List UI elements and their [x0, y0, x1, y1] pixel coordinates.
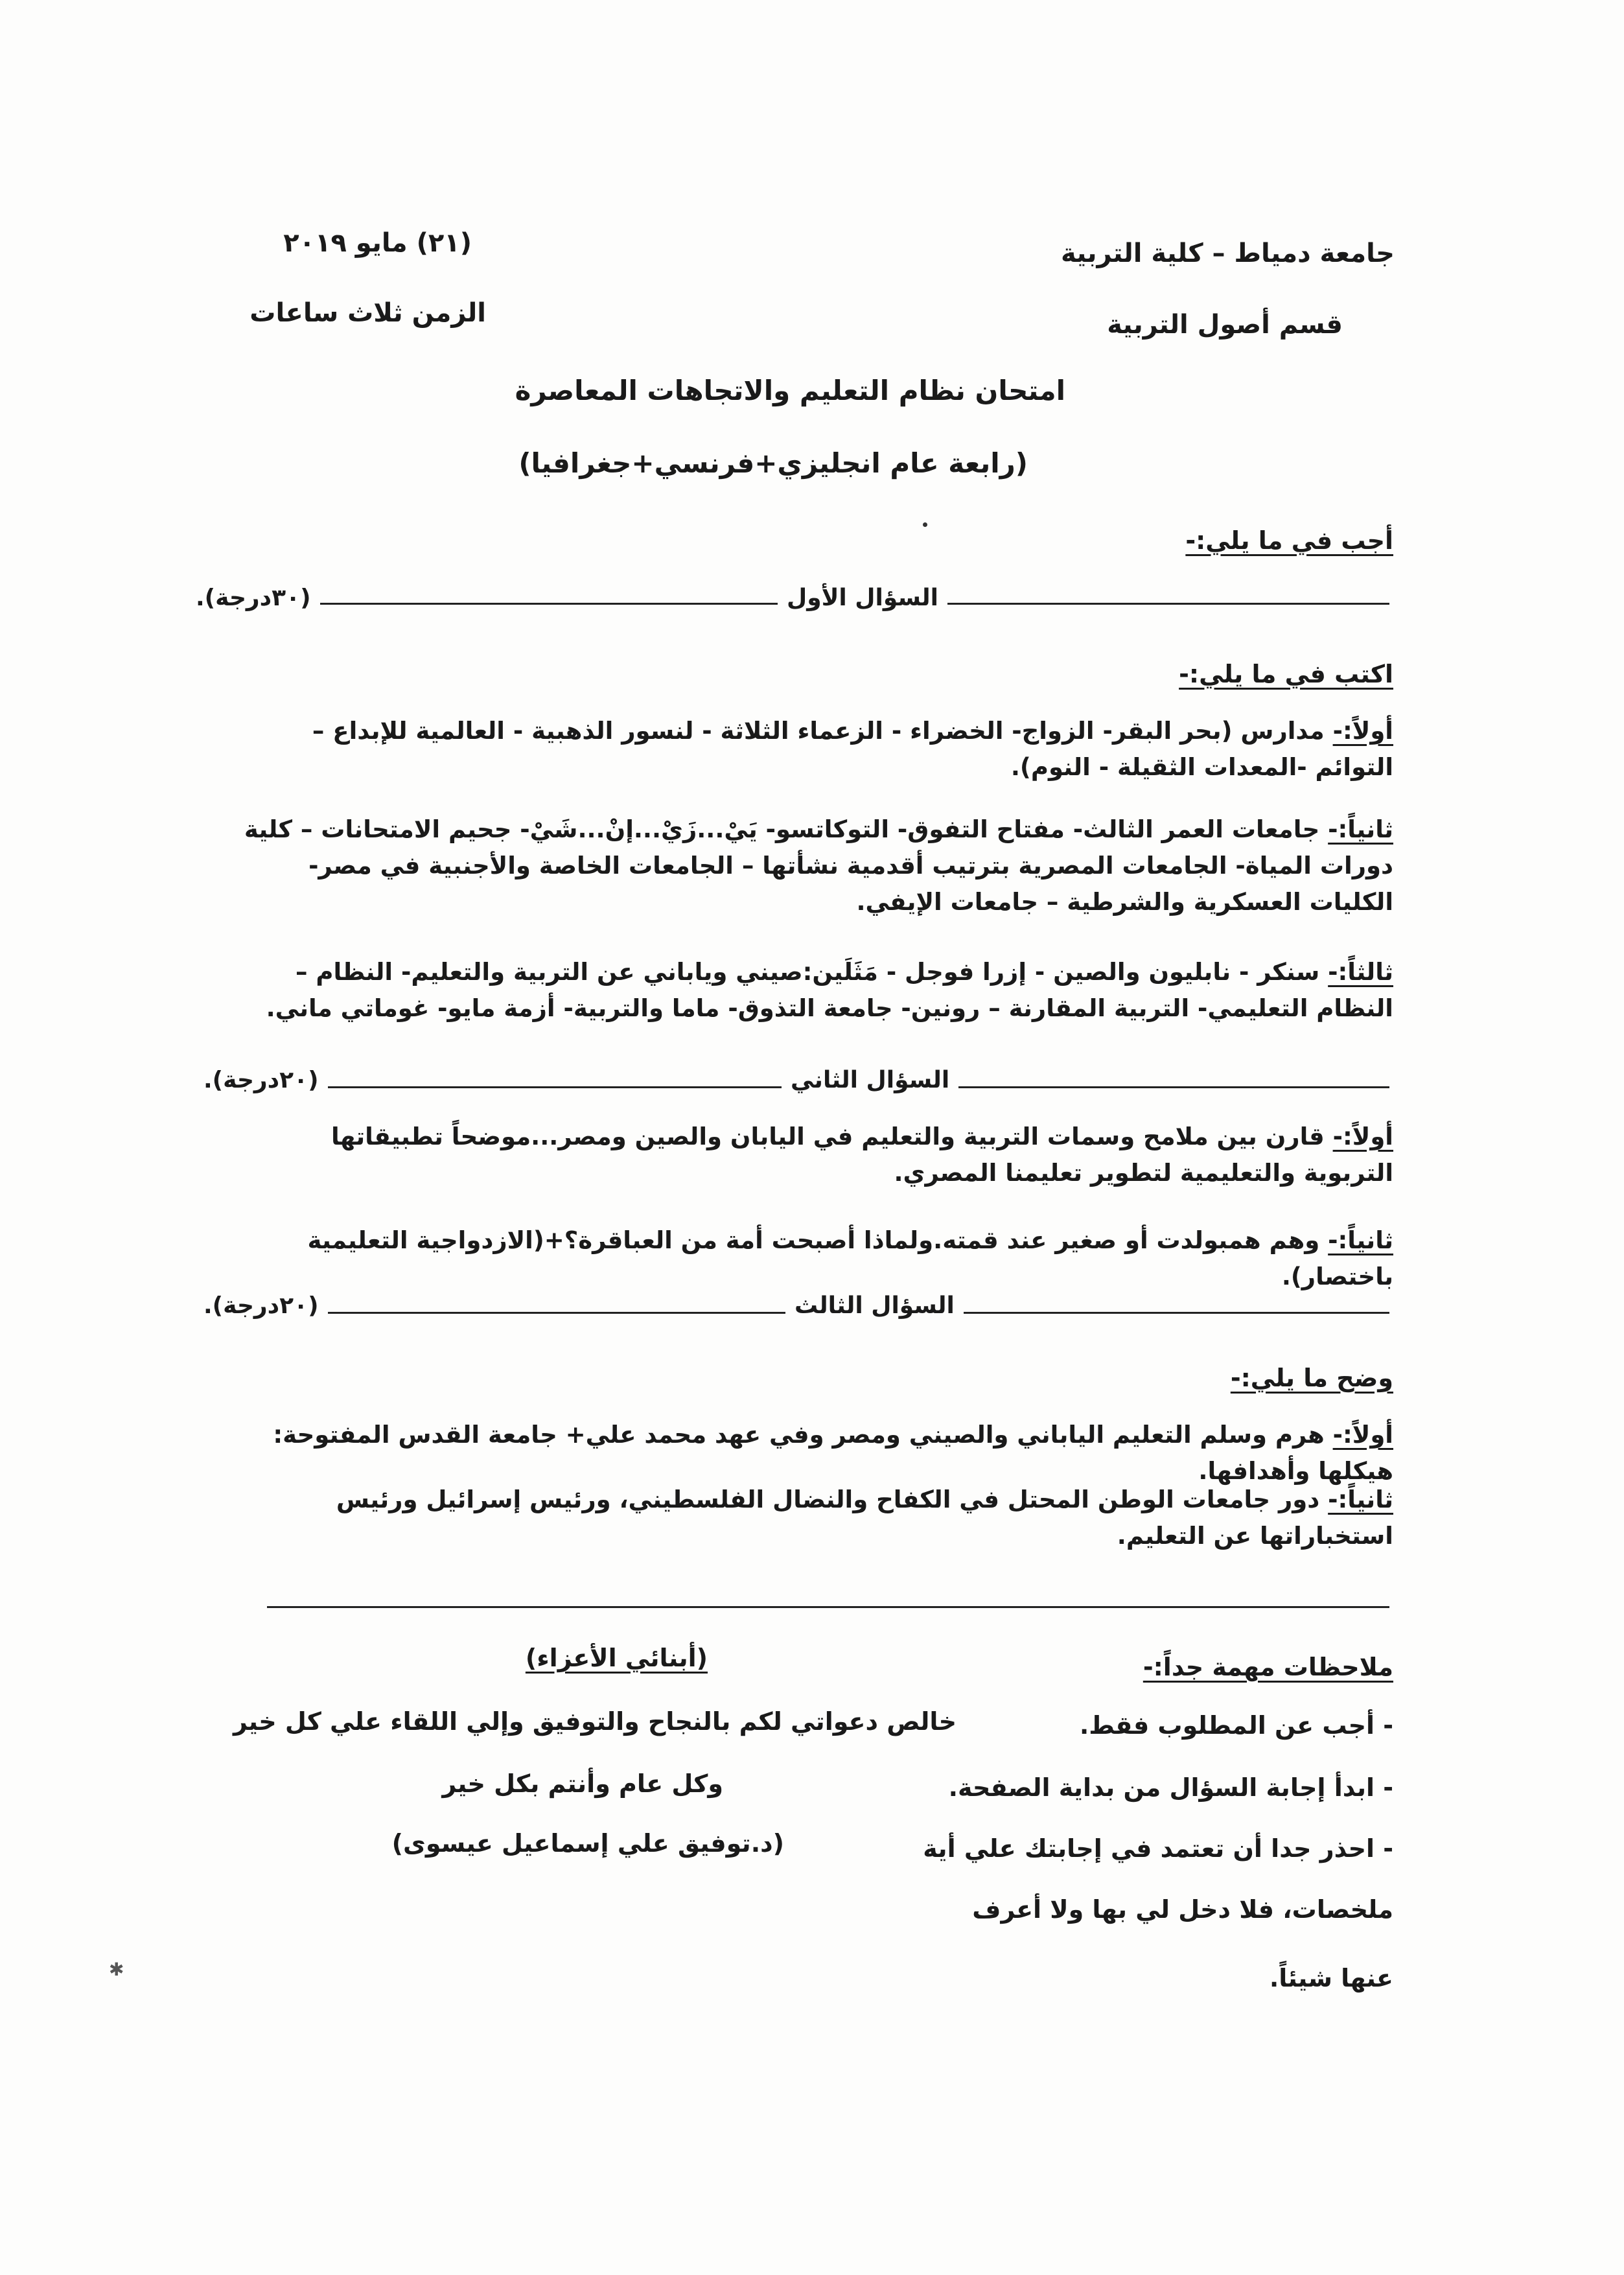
- stray-dot: [923, 522, 927, 527]
- q3-label: السؤال الثالث: [785, 1292, 964, 1319]
- q2-item-2: [233, 1222, 1393, 1295]
- signature: (د.توفيق علي إسماعيل عيسوى): [391, 1829, 784, 1858]
- answer-instruction: أجب في ما يلي:-: [1185, 526, 1393, 555]
- q1-item-2-label: ثانياً:-: [1328, 815, 1393, 843]
- q2-item-1-text: قارن بين ملامح وسمات التربية والتعليم في اليابان والصين ومصر...موضحاً تطبيقاتها التربوية والتعليمية لتطوير تعليمنا المصري.: [331, 1123, 1393, 1187]
- q3-item-2-label: ثانياً:-: [1328, 1486, 1393, 1513]
- closing-line-2: وكل عام وأنتم بكل خير: [442, 1769, 723, 1798]
- exam-title: امتحان نظام التعليم والاتجاهات المعاصرة: [515, 375, 1065, 406]
- closing-title: (أبنائي الأعزاء): [525, 1644, 708, 1672]
- q1-label: السؤال الأول: [778, 585, 947, 611]
- department-name: قسم أصول التربية: [1107, 310, 1343, 340]
- q1-intro: اكتب في ما يلي:-: [1179, 660, 1393, 688]
- q3-item-2: [233, 1482, 1393, 1554]
- scan-speck: ✱: [109, 1959, 124, 1980]
- exam-duration: الزمن ثلاث ساعات: [249, 298, 486, 328]
- q3-intro: وضح ما يلي:-: [1230, 1364, 1393, 1392]
- q2-item-2-text: وهم همبولدت أو صغير عند قمته.ولماذا أصبحت أمة من العباقرة؟+(الازدواجية التعليمية باختصار).: [307, 1226, 1393, 1290]
- note-3: - احذر جدا أن تعتمد في إجابتك علي أية: [923, 1834, 1393, 1863]
- q2-item-1: [233, 1119, 1393, 1191]
- notes-title: ملاحظات مهمة جداً:-: [1143, 1653, 1393, 1681]
- q1-item-2-text: جامعات العمر الثالث- مفتاح التفوق- التوكاتسو- يَيْ...زَيْ...إنْ...شَيْ- جحيم الامتحانات – كلية دورات المياة- الجامعات المصرية بترتيب أقدمية نشأتها – الجامعات الخاصة والأجنبية في مصر- الكليات العسكرية والشرطية – جامعات الإيفي.: [244, 815, 1393, 916]
- q1-item-1: [233, 713, 1393, 786]
- q1-item-1-label: أولاً:-: [1332, 717, 1393, 745]
- note-2: - ابدأ إجابة السؤال من بداية الصفحة.: [948, 1773, 1393, 1802]
- q1-marks: (٣٠درجة).: [187, 585, 320, 611]
- q3-item-1: [194, 1417, 1393, 1489]
- q2-item-1-label: أولاً:-: [1332, 1123, 1393, 1150]
- note-1: - أجب عن المطلوب فقط.: [1079, 1711, 1393, 1740]
- exam-date: (٢١) مايو ٢٠١٩: [283, 228, 472, 258]
- q3-item-1-text: هرم وسلم التعليم الياباني والصيني ومصر وفي عهد محمد علي+ جامعة القدس المفتوحة: هيكلها وأهدافها.: [273, 1421, 1393, 1485]
- q1-item-3-label: ثالثاً:-: [1328, 958, 1393, 986]
- closing-line-1: خالص دعواتي لكم بالنجاح والتوفيق وإلي اللقاء علي كل خير: [233, 1707, 957, 1736]
- q1-item-3: [233, 954, 1393, 1027]
- note-5: عنها شيئاً.: [1269, 1964, 1393, 1992]
- q2-label: السؤال الثاني: [782, 1067, 958, 1093]
- notes-divider: [267, 1606, 1389, 1608]
- q3-item-1-label: أولاً:-: [1332, 1421, 1393, 1449]
- q1-item-1-text: مدارس (بحر البقر- الزواج- الخضراء - الزعماء الثلاثة - لنسور الذهبية - العالمية للإبداع – التوائم -المعدات الثقيلة - النوم).: [312, 717, 1393, 781]
- q3-marks: (٢٠درجة).: [194, 1292, 328, 1319]
- university-name: جامعة دمياط – كلية التربية: [1060, 239, 1395, 268]
- q3-item-2-text: دور جامعات الوطن المحتل في الكفاح والنضال الفلسطيني، ورئيس إسرائيل ورئيس استخباراتها عن التعليم.: [336, 1486, 1393, 1550]
- q2-item-2-label: ثانياً:-: [1328, 1226, 1393, 1254]
- q1-item-2: [233, 811, 1393, 920]
- note-4: ملخصات، فلا دخل لي بها ولا أعرف: [972, 1895, 1393, 1924]
- exam-group: (رابعة عام انجليزي+فرنسي+جغرافيا): [518, 447, 1028, 479]
- q2-marks: (٢٠درجة).: [194, 1067, 328, 1093]
- q1-item-3-text: سنكر - نابليون والصين - إزرا فوجل - مَثَلَين:صيني وياباني عن التربية والتعليم- النظام – النظام التعليمي- التربية المقارنة – رونين- جامعة التذوق- ماما والتربية- أزمة مايو- غوماتي ماني.: [266, 958, 1393, 1022]
